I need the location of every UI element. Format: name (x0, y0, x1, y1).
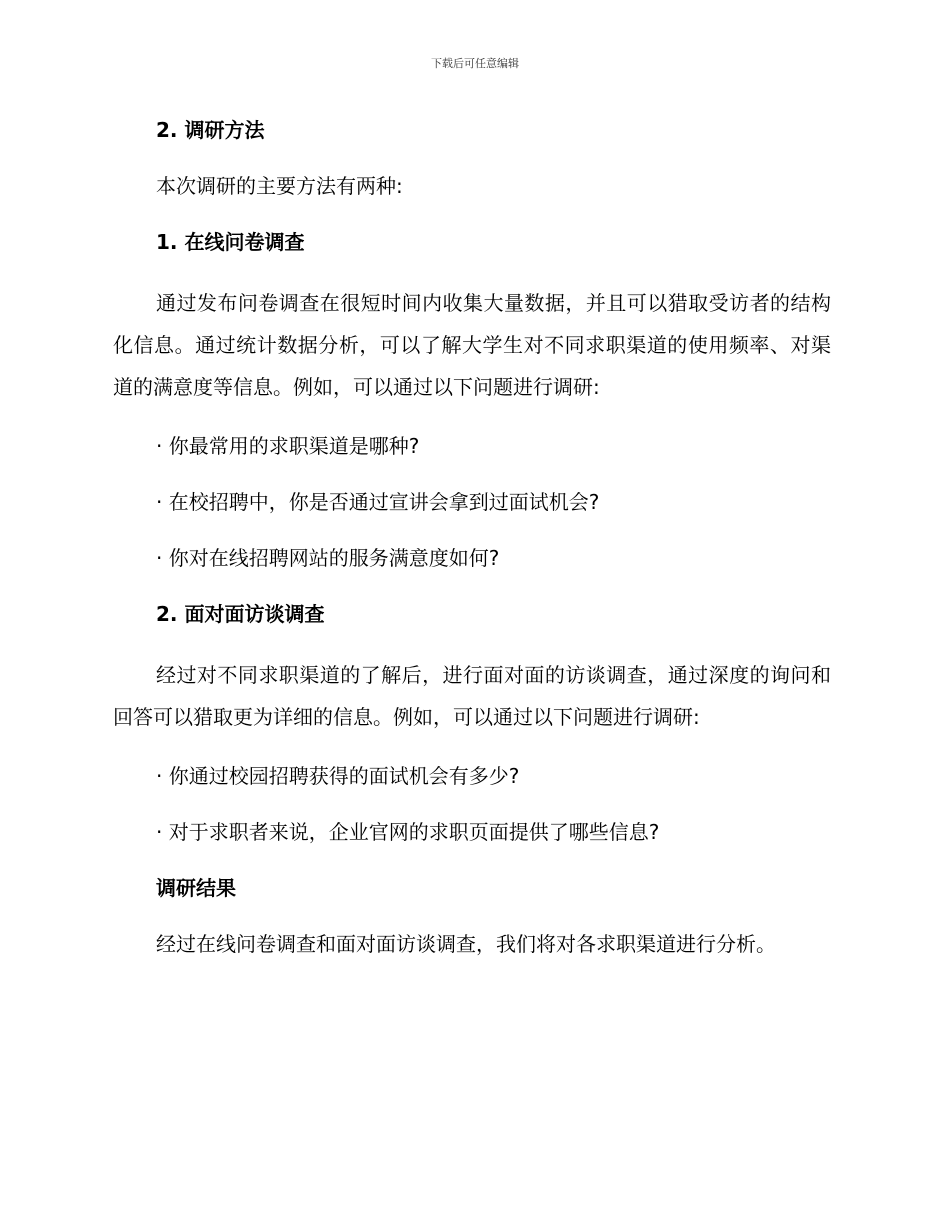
method1-paragraph: 通过发布问卷调查在很短时间内收集大量数据，并且可以猎取受访者的结构化信息。通过统计数据分析，可以了解大学生对不同求职渠道的使用频率、对渠道的满意度等信息。例如，可以通过以下问题进行调研: (113, 291, 831, 399)
method2-question: · 你通过校园招聘获得的面试机会有多少? (156, 764, 520, 788)
intro-text: 本次调研的主要方法有两种: (156, 174, 403, 198)
method1-question: · 你对在线招聘网站的服务满意度如何? (156, 546, 500, 570)
results-paragraph: 经过在线问卷调查和面对面访谈调查，我们将对各求职渠道进行分析。 (156, 932, 776, 956)
results-heading: 调研结果 (156, 876, 236, 900)
method2-heading: 2. 面对面访谈调查 (156, 602, 325, 626)
method1-question: · 在校招聘中，你是否通过宣讲会拿到过面试机会? (156, 490, 600, 514)
method2-paragraph: 经过对不同求职渠道的了解后，进行面对面的访谈调查，通过深度的询问和回答可以猎取更为详细的信息。例如，可以通过以下问题进行调研: (113, 663, 831, 729)
method2-question: · 对于求职者来说，企业官网的求职页面提供了哪些信息? (156, 820, 660, 844)
method1-heading: 1. 在线问卷调查 (156, 230, 305, 254)
section-heading: 2. 调研方法 (156, 118, 265, 142)
document-body (113, 112, 831, 962)
page-header-note: 下载后可任意编辑 (431, 57, 519, 70)
method1-question: · 你最常用的求职渠道是哪种? (156, 434, 420, 458)
